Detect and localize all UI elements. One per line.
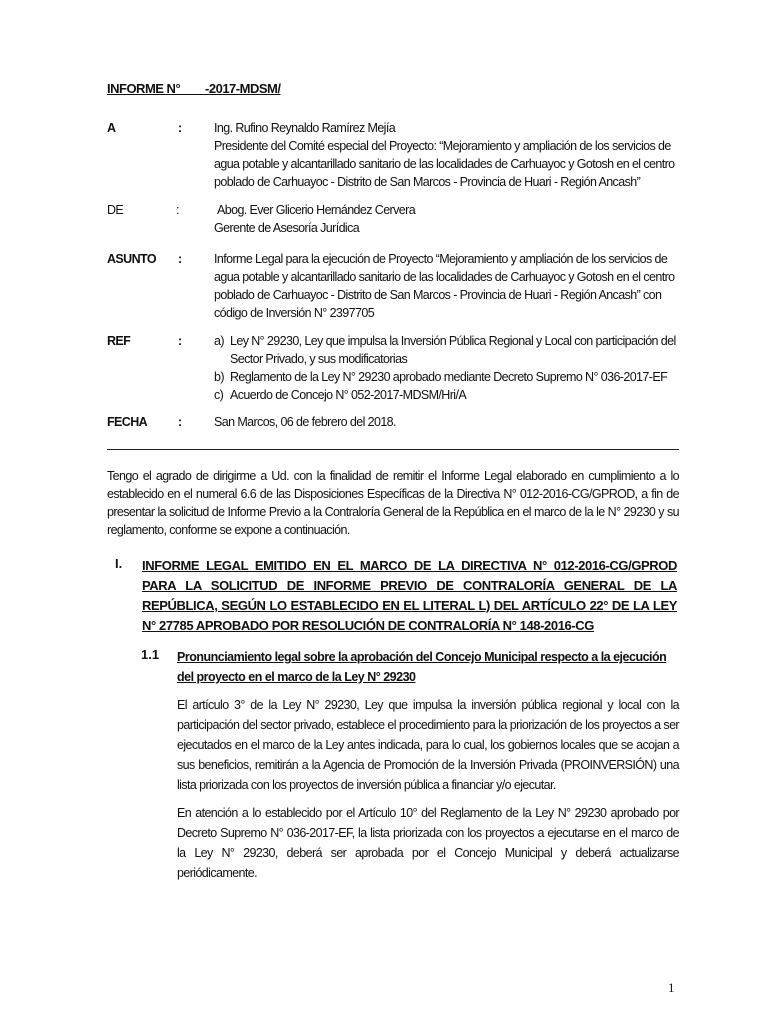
header-value-a	[214, 119, 682, 191]
body-paragraph: En atención a lo establecido por el Artículo 10° del Reglamento de la Ley N° 29230 aprobado por Decreto Supremo N° 036-2017-EF, la lista priorizada con los proyectos a ejecutarse en el marco de la Ley N° 29230, deberá ser aprobada por el Concejo Municipal y deberá actualizarse periódicamente.	[177, 806, 679, 880]
body-paragraph: El artículo 3° de la Ley N° 29230, Ley que impulsa la inversión pública regional y local con la participación del sector privado, establece el procedimiento para la priorización de los proyectos a ser ejecutados en el marco de la Ley antes indicada, para lo cual, los gobiernos locales que se acojan a sus beneficios, remitirán a la Agencia de Promoción de la Inversión Privada (PROINVERSIÓN) una lista priorizada con los proyectos de inversión pública a financiar y/o ejecutar.	[177, 698, 679, 792]
header-label-asunto: ASUNTO	[107, 252, 156, 266]
recipient-role: Presidente del Comité especial del Proyecto: “Mejoramiento y ampliación de los servicios de agua potable y alcantarillado sanitario de las localidades de Carhuayoc y Gotosh en el centro poblado de Carhuayoc - Distrito de San Marcos - Provincia de Huari - Región Ancash”	[214, 139, 675, 189]
reference-marker: b)	[214, 370, 224, 384]
reference-marker: a)	[214, 334, 224, 348]
header-row-a	[107, 119, 679, 191]
page-number: 1	[668, 980, 675, 995]
reference-item	[214, 368, 682, 386]
header-row-ref	[107, 332, 679, 404]
header-colon-ref: :	[178, 334, 182, 348]
header-colon-asunto: :	[178, 252, 182, 266]
report-title: INFORME N° -2017-MDSM/	[107, 81, 281, 96]
header-colon-a: :	[178, 121, 182, 135]
section-title: INFORME LEGAL EMITIDO EN EL MARCO DE LA DIRECTIVA N° 012-2016-CG/GPROD PARA LA SOLICITUD DE INFORME PREVIO DE CONTRALORÍA GENERAL DE LA REPÚBLICA, SEGÚN LO ESTABLECIDO EN EL LITERAL L) DEL ARTÍCULO 22° DE LA LEY N° 27785 APROBADO POR RESOLUCIÓN DE CONTRALORÍA N° 148-2016-CG	[142, 558, 677, 633]
intro-paragraph: Tengo el agrado de dirigirme a Ud. con la finalidad de remitir el Informe Legal elaborado en cumplimiento a lo establecido en el numeral 6.6 de las Disposiciones Específicas de la Directiva N° 012-2016-CG/GPROD, a fin de presentar la solicitud de Informe Previo a la Contraloría General de la República en el marco de la le N° 29230 y su reglamento, conforme se expone a continuación.	[107, 469, 679, 537]
section-number: I.	[115, 556, 123, 571]
sender-role: Gerente de Asesoría Jurídica	[214, 221, 360, 235]
reference-text: Reglamento de la Ley N° 29230 aprobado mediante Decreto Supremo N° 036-2017-EF	[230, 370, 668, 384]
header-label-ref: REF	[107, 334, 131, 348]
reference-text: Acuerdo de Concejo N° 052-2017-MDSM/Hri/A	[230, 388, 467, 402]
reference-item	[214, 386, 682, 404]
reference-marker: c)	[214, 388, 224, 402]
subsection-title: Pronunciamiento legal sobre la aprobación del Concejo Municipal respecto a la ejecución del proyecto en el marco de la Ley N° 29230	[177, 650, 667, 684]
header-label-fecha: FECHA	[107, 415, 148, 429]
recipient-name: Ing. Rufino Reynaldo Ramírez Mejía	[214, 121, 396, 135]
reference-text: Ley N° 29230, Ley que impulsa la Inversión Pública Regional y Local con participación del Sector Privado, y sus modificatorias	[230, 334, 676, 366]
sender-name: Abog. Ever Glicerio Hernández Cervera	[217, 203, 416, 217]
header-row-asunto	[107, 250, 679, 322]
header-value-de	[214, 201, 682, 237]
reference-list	[214, 332, 682, 404]
header-row-de	[107, 201, 679, 237]
subsection-number: 1.1	[141, 647, 160, 662]
date-text: San Marcos, 06 de febrero del 2018.	[214, 415, 396, 429]
header-colon-de: :	[176, 203, 179, 217]
reference-item	[214, 332, 682, 368]
header-colon-fecha: :	[178, 415, 182, 429]
header-row-fecha	[107, 413, 679, 431]
header-label-de: DE	[107, 203, 124, 217]
header-label-a: A	[107, 121, 116, 135]
header-divider	[107, 449, 679, 450]
subject-text: Informe Legal para la ejecución de Proyecto “Mejoramiento y ampliación de los servicios de agua potable y alcantarillado sanitario de las localidades de Carhuayoc y Gotosh en el centro poblado de Carhuayoc - Distrito de San Marcos - Provincia de Huari - Región Ancash” con código de Inversión N° 2397705	[214, 252, 675, 320]
